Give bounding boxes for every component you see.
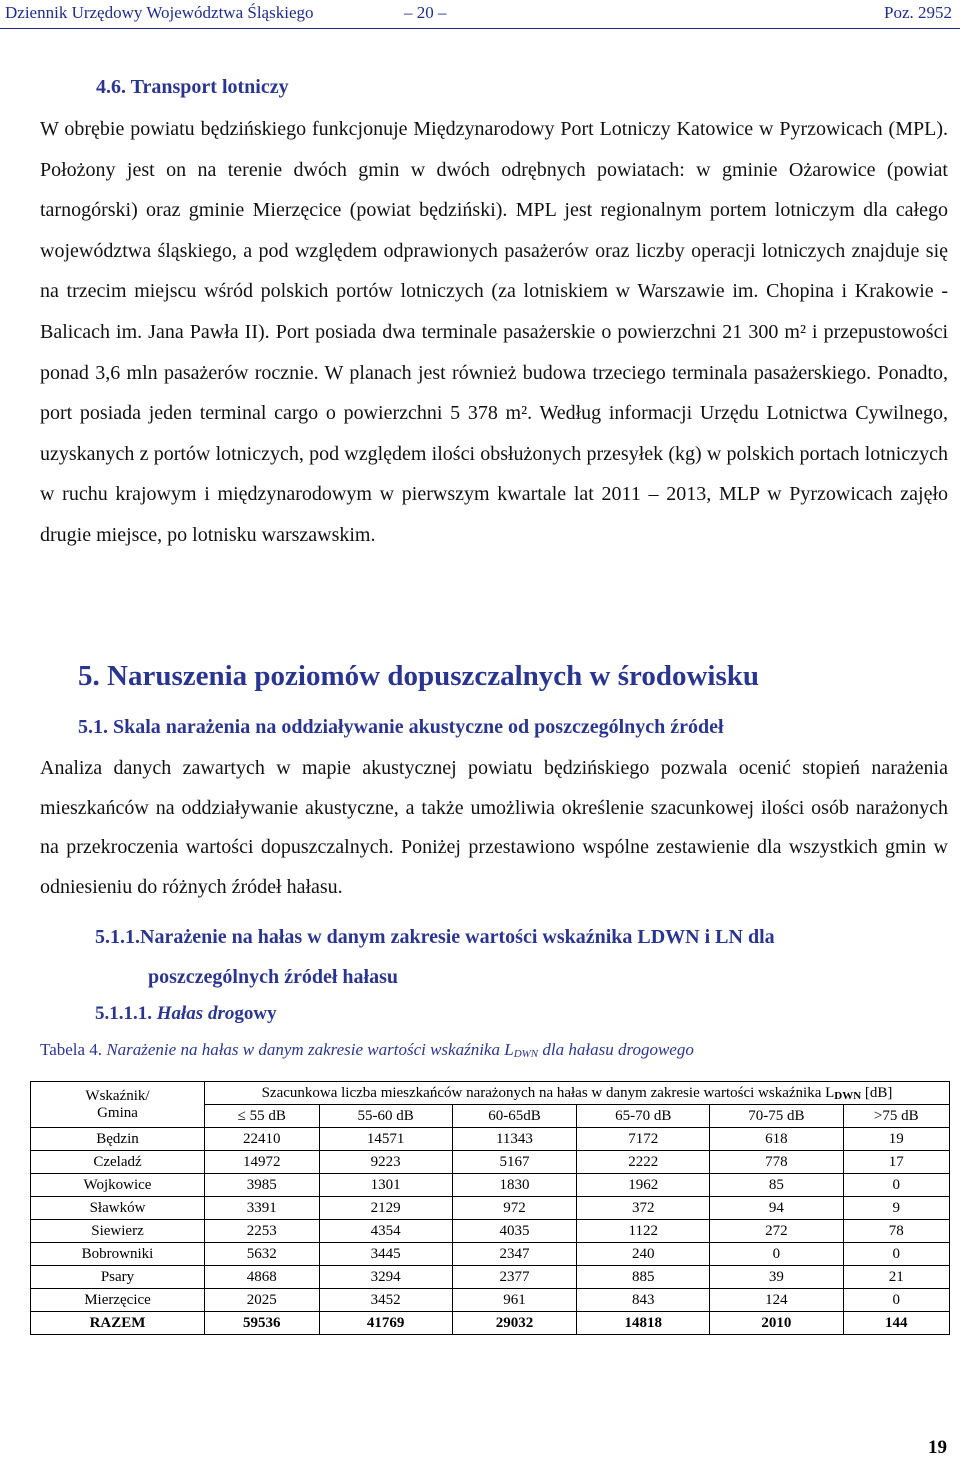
table-row (31, 1151, 950, 1174)
table-cell: 3391 (205, 1197, 320, 1220)
table-cell: 14818 (577, 1312, 710, 1335)
caption-text: Narażenie na hałas w danym zakresie wartości wskaźnika L (106, 1040, 514, 1059)
caption-subscript: DWN (513, 1048, 539, 1060)
row-label: Bobrowniki (31, 1243, 205, 1266)
group-header-text: Szacunkowa liczba mieszkańców narażonych na hałas w danym zakresie wartości wskaźnika L (261, 1084, 835, 1101)
table-cell: 124 (710, 1289, 843, 1312)
table-cell: 4354 (319, 1220, 452, 1243)
journal-title: Dziennik Urzędowy Województwa Śląskiego (5, 3, 314, 22)
group-header-sub: DWN (834, 1089, 862, 1102)
table-cell: 3985 (205, 1174, 320, 1197)
subsection-heading (95, 917, 948, 997)
table-cell: 7172 (577, 1128, 710, 1151)
table-body (31, 1128, 950, 1335)
table-cell: 5167 (452, 1151, 576, 1174)
table-cell: 2377 (452, 1266, 576, 1289)
table-cell: 778 (710, 1151, 843, 1174)
table-total-row (31, 1312, 950, 1335)
table-cell: 9 (843, 1197, 949, 1220)
table-cell: 1122 (577, 1220, 710, 1243)
table-cell: 21 (843, 1266, 949, 1289)
table-cell: 94 (710, 1197, 843, 1220)
table-cell: 22410 (205, 1128, 320, 1151)
table-cell: 14571 (319, 1128, 452, 1151)
row-label: Psary (31, 1266, 205, 1289)
caption-tail: dla hałasu drogowego (542, 1040, 694, 1059)
table-cell: 972 (452, 1197, 576, 1220)
table-cell: 2129 (319, 1197, 452, 1220)
table-cell: 85 (710, 1174, 843, 1197)
table-cell: 272 (710, 1220, 843, 1243)
caption-label: Tabela 4. (40, 1040, 103, 1059)
table-caption (40, 1040, 694, 1060)
table-cell: 3294 (319, 1266, 452, 1289)
table-cell: 372 (577, 1197, 710, 1220)
table-cell: 2222 (577, 1151, 710, 1174)
table-cell: 5632 (205, 1243, 320, 1266)
table-cell: 39 (710, 1266, 843, 1289)
table-header-row (31, 1082, 950, 1105)
column-header: 70-75 dB (710, 1105, 843, 1128)
corner-header-line2: Gmina (97, 1104, 138, 1121)
row-label: Siewierz (31, 1220, 205, 1243)
table-cell: 1830 (452, 1174, 576, 1197)
row-label: Będzin (31, 1128, 205, 1151)
table-cell: 2253 (205, 1220, 320, 1243)
noise-exposure-table (30, 1081, 950, 1335)
table-row (31, 1197, 950, 1220)
table-row (31, 1128, 950, 1151)
row-label: Sławków (31, 1197, 205, 1220)
table-cell: 14972 (205, 1151, 320, 1174)
table-cell: 2347 (452, 1243, 576, 1266)
group-header (205, 1082, 950, 1105)
table-cell: 240 (577, 1243, 710, 1266)
column-header: 55-60 dB (319, 1105, 452, 1128)
row-label: Wojkowice (31, 1174, 205, 1197)
table-cell: 0 (843, 1289, 949, 1312)
row-label: RAZEM (31, 1312, 205, 1335)
table-cell: 1301 (319, 1174, 452, 1197)
column-header: ≤ 55 dB (205, 1105, 320, 1128)
header-rule (0, 28, 960, 29)
table-cell: 0 (843, 1174, 949, 1197)
column-header: 65-70 dB (577, 1105, 710, 1128)
corner-header-line1: Wskaźnik/ (85, 1087, 150, 1104)
table-cell: 19 (843, 1128, 949, 1151)
subsubsection-title-rest: gowy (234, 1003, 277, 1024)
table-cell: 2010 (710, 1312, 843, 1335)
table-cell: 78 (843, 1220, 949, 1243)
table-cell: 9223 (319, 1151, 452, 1174)
table-cell: 0 (710, 1243, 843, 1266)
column-header: 60-65dB (452, 1105, 576, 1128)
page-indicator: – 20 – (404, 3, 447, 22)
corner-header (31, 1082, 205, 1128)
row-label: Mierzęcice (31, 1289, 205, 1312)
subsubsection-heading (95, 1003, 277, 1025)
page-number: 19 (928, 1437, 947, 1458)
section-heading-transport: 4.6. Transport lotniczy (96, 76, 289, 98)
table-cell: 2025 (205, 1289, 320, 1312)
table-cell: 961 (452, 1289, 576, 1312)
table-cell: 17 (843, 1151, 949, 1174)
group-header-tail: [dB] (864, 1084, 893, 1101)
acoustic-paragraph: Analiza danych zawartych w mapie akustycznej powiatu będzińskiego pozwala ocenić stopień narażenia mieszkańców na oddziaływanie akustyczne, a także umożliwia określenie szacunkowej ilości osób narażonych na przekroczenia wartości dopuszczalnych. Poniżej przestawiono wspólne zestawienie dla wszystkich gmin w odniesieniu do różnych źródeł hałasu. (40, 757, 948, 898)
table-cell: 4035 (452, 1220, 576, 1243)
transport-paragraph: W obrębie powiatu będzińskiego funkcjonuje Międzynarodowy Port Lotniczy Katowice w Pyrzowicach (MPL). Położony jest on na terenie dwóch gmin w dwóch odrębnych powiatach: w gminie Ożarowice (powiat tarnogórski) oraz gminie Mierzęcice (powiat będziński). MPL jest regionalnym portem lotniczym dla całego województwa śląskiego, a pod względem odprawionych pasażerów oraz liczby operacji lotniczych znajduje się na trzecim miejscu wśród polskich portów lotniczych (za lotniskiem w Warszawie im. Chopina i Krakowie - Balicach im. Jana Pawła II). Port posiada dwa terminale pasażerskie o powierzchni 21 300 m² i przepustowości ponad 3,6 mln pasażerów rocznie. W planach jest również budowa trzeciego terminala pasażerskiego. Ponadto, port posiada jeden terminal cargo o powierzchni 5 378 m². Według informacji Urzędu Lotnictwa Cywilnego, uzyskanych z portów lotniczych, pod względem ilości obsłużonych przesyłek (kg) w polskich portach lotniczych w ruchu krajowym i międzynarodowym w pierwszym kwartale lat 2011 – 2013, MLP w Pyrzowicach zajęło drugie miejsce, po lotnisku warszawskim. (40, 118, 948, 546)
chapter-heading: 5. Naruszenia poziomów dopuszczalnych w środowisku (78, 660, 760, 692)
row-label: Czeladź (31, 1151, 205, 1174)
table-cell: 29032 (452, 1312, 576, 1335)
subsection-number: 5.1.1. (95, 926, 140, 948)
table-cell: 11343 (452, 1128, 576, 1151)
subsubsection-number: 5.1.1.1. (95, 1003, 152, 1024)
table-cell: 41769 (319, 1312, 452, 1335)
position-number: Poz. 2952 (884, 3, 952, 22)
table-row (31, 1243, 950, 1266)
table-cell: 1962 (577, 1174, 710, 1197)
page-header (0, 0, 960, 30)
table-cell: 59536 (205, 1312, 320, 1335)
table-cell: 843 (577, 1289, 710, 1312)
table-cell: 144 (843, 1312, 949, 1335)
table-row (31, 1174, 950, 1197)
table-cell: 618 (710, 1128, 843, 1151)
table-cell: 3445 (319, 1243, 452, 1266)
table-cell: 4868 (205, 1266, 320, 1289)
subsubsection-title-italic: Hałas dro (156, 1003, 235, 1024)
table-row (31, 1220, 950, 1243)
table-cell: 885 (577, 1266, 710, 1289)
table-cell: 3452 (319, 1289, 452, 1312)
table-cell: 0 (843, 1243, 949, 1266)
table-row (31, 1266, 950, 1289)
subsection-title-line2: poszczególnych źródeł hałasu (148, 966, 398, 988)
subsection-title-line1: Narażenie na hałas w danym zakresie wartości wskaźnika LDWN i LN dla (140, 926, 775, 948)
table-row (31, 1289, 950, 1312)
column-header: >75 dB (843, 1105, 949, 1128)
section-heading-acoustic: 5.1. Skala narażenia na oddziaływanie akustyczne od poszczególnych źródeł (78, 716, 724, 738)
